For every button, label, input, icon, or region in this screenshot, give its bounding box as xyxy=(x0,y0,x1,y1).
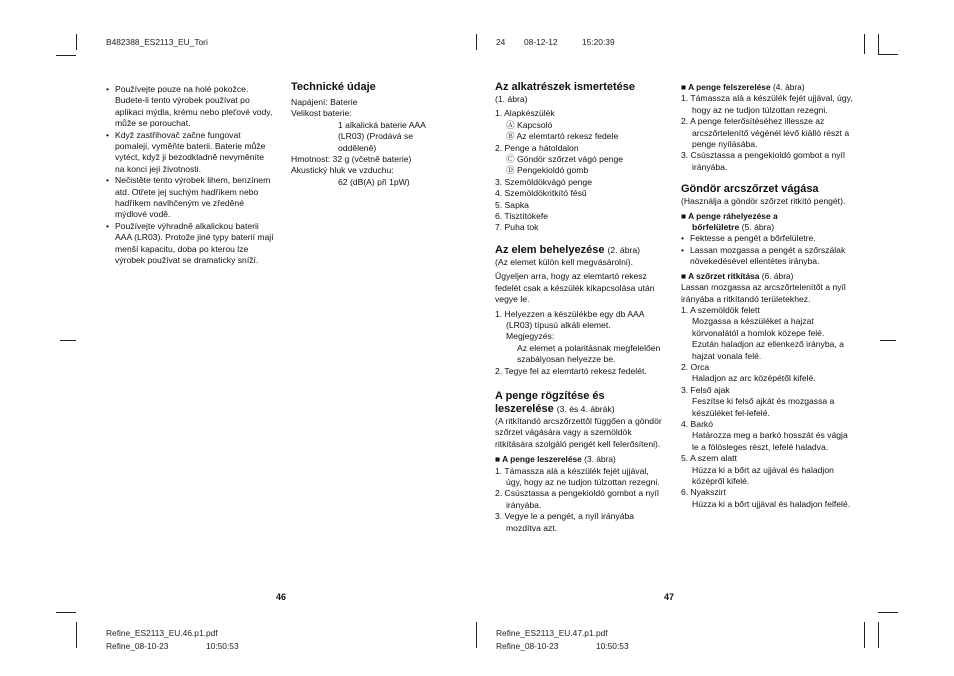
footer-right-date: Refine_08-10-23 xyxy=(496,641,559,651)
crop-mark xyxy=(476,34,477,50)
subsection-title-text: A penge felszerelése xyxy=(688,82,771,92)
crop-mark xyxy=(76,622,77,648)
area-heading: 3. Felső ajak xyxy=(681,384,730,395)
part-item: 5. Sapka xyxy=(495,199,529,210)
section-title: Göndör arcszőrzet vágása xyxy=(681,183,819,196)
part-item: 1. Alapkészülék xyxy=(495,108,555,119)
spec-line: Hmotnost: 32 g (včetně baterie) xyxy=(291,154,412,165)
crop-mark xyxy=(60,340,76,341)
subsection-title: ■ A penge ráhelyezése a xyxy=(681,211,853,222)
subsection-title xyxy=(681,222,853,233)
note-text: Az elemet a polaritásnak megfelelően szabályosan helyezze be. xyxy=(517,342,661,365)
section-title: Technické údaje xyxy=(291,81,376,93)
figure-ref: (2. ábra) xyxy=(607,244,640,255)
page-number-left: 46 xyxy=(276,592,287,602)
crop-mark xyxy=(76,34,77,50)
part-item: 2. Penge a hátoldalon xyxy=(495,142,579,153)
subsection-title-text: bőrfelületre xyxy=(692,222,740,233)
step: 3. Vegye le a pengét, a nyíl irányába mozdítva azt. xyxy=(495,511,635,533)
area-heading: 5. A szem alatt xyxy=(681,453,737,464)
crop-mark xyxy=(864,622,865,648)
figure-ref: (1. ábra) xyxy=(495,94,528,104)
crop-mark xyxy=(878,612,898,613)
header-number: 24 xyxy=(496,37,506,47)
figure-ref: (3. és 4. ábrák) xyxy=(556,403,615,414)
part-item: 7. Puha tok xyxy=(495,222,539,233)
step: 1. Helyezzen a készülékbe egy db AAA (LR03) típusú alkáli elemet. xyxy=(495,308,645,330)
spec-line: odděleně) xyxy=(338,142,377,153)
bullet-item: • Fektesse a pengét a bőrfelületre. xyxy=(681,233,853,244)
area-text: Feszítse ki felső ajkát és mozgassa a készüléket fel-lefelé. xyxy=(692,396,835,418)
spec-line: 1 alkalická baterie AAA xyxy=(338,119,426,130)
footer-left-time: 10:50:53 xyxy=(206,641,239,651)
footer-right-file: Refine_ES2113_EU.47.p1.pdf xyxy=(496,628,608,638)
step: 2. Tegye fel az elemtartó rekesz fedelét. xyxy=(495,365,647,376)
subsection-title-text: A penge leszerelése xyxy=(502,454,582,465)
spec-line: Velikost baterie: xyxy=(291,108,352,119)
area-heading: 1. A szemöldök felett xyxy=(681,304,760,315)
step: 1. Támassza alá a készülék fejét ujjával, úgy, hogy az ne tudjon túlzottan rezegni. xyxy=(495,465,660,487)
blade-and-trimming xyxy=(681,82,853,510)
safety-notes xyxy=(106,84,274,267)
parts-and-battery xyxy=(495,81,665,534)
figure-ref: (5. ábra) xyxy=(741,222,775,233)
area-heading: 4. Barkó xyxy=(681,418,714,429)
crop-mark xyxy=(56,55,76,56)
step: 2. Csúsztassa a pengekioldó gombot a nyíl irányába. xyxy=(495,488,659,510)
bullet-item: • Lassan mozgassa a pengét a szőrszálak növekedésével ellentétes irányba. xyxy=(681,245,853,268)
section-title: Az alkatrészek ismertetése xyxy=(495,81,636,93)
subsection-title xyxy=(495,454,665,465)
subsection-title xyxy=(681,271,853,282)
area-heading: 2. Orca xyxy=(681,361,710,372)
subsection-title xyxy=(681,82,853,93)
step: 1. Támassza alá a készülék fejét ujjával, úgy, hogy az ne tudjon túlzottan rezegni. xyxy=(681,93,853,115)
figure-ref: (3. ábra) xyxy=(584,454,616,465)
crop-mark xyxy=(878,622,879,648)
area-heading: 6. Nyakszirt xyxy=(681,487,726,498)
bullet-item: • Když zastřihovač začne fungovat pomaleji, vyměňte baterii. Baterie může vytéct, když ji bezodkladně nevyměníte na konci její životnosti. xyxy=(106,130,274,176)
bullet-item: • Nečistěte tento výrobek lihem, benzínem atd. Otřete jej suchým hadříkem nebo hadříkem navlhčeným ve zředěné mýdlové vodě. xyxy=(106,175,274,221)
crop-mark xyxy=(56,612,76,613)
footer-left-date: Refine_08-10-23 xyxy=(106,641,169,651)
spec-line: 62 (dB(A) při 1pW) xyxy=(338,176,410,187)
area-text: Mozgassa a készüléket a hajzat körvonalától a homlok közepe felé. Ezután haladjon az ellenkező irányba, a hajzat vonala felé. xyxy=(692,316,844,361)
crop-mark xyxy=(878,34,879,54)
spec-line: (LR03) (Prodává se xyxy=(338,131,413,142)
step: 2. A penge felerősítéséhez illessze az arcszőrtelenítő végénél lévő kiálló részt a penge nyílásába. xyxy=(681,116,850,150)
subsection-title-text: A szőrzet ritkítása xyxy=(688,270,760,281)
part-item: Ⓐ Kapcsoló xyxy=(506,119,553,130)
footer-right-time: 10:50:53 xyxy=(596,641,629,651)
spec-line: Akustický hluk ve vzduchu: xyxy=(291,165,394,176)
paragraph: Lassan mozgassa az arcszőrtelenítőt a nyíl irányába a ritkítandó területekhez. xyxy=(681,282,846,304)
part-item: Ⓒ Göndör szőrzet vágó penge xyxy=(506,154,624,165)
paragraph: (Az elemet külön kell megvásárolni). xyxy=(495,256,634,267)
part-item: 6. Tisztítókefe xyxy=(495,211,549,222)
paragraph: (Használja a göndör szőrzet ritkító pengét). xyxy=(681,196,846,207)
section-title xyxy=(495,244,665,257)
page-number-right: 47 xyxy=(664,592,675,602)
part-item: 4. Szemöldökritkító fésű xyxy=(495,188,587,199)
section-title-text: leszerelése xyxy=(495,402,554,415)
header-date: 08-12-12 xyxy=(524,37,558,47)
area-text: Határozza meg a barkó hosszát és vágja le a fölösleges részt, lefelé haladva. xyxy=(692,430,848,452)
crop-mark xyxy=(476,622,477,648)
crop-mark xyxy=(878,54,898,55)
area-text: Húzza ki a bőrt ujjával és haladjon felfelé. xyxy=(692,498,851,509)
paragraph: (A ritkítandó arcszőrzettől függően a göndör szőrzet vágására vagy a szemöldök ritkítására szolgáló pengét kell felerősíteni). xyxy=(495,415,662,449)
figure-ref: (6. ábra) xyxy=(761,270,794,281)
section-title-text: Az elem behelyezése xyxy=(495,243,605,256)
spec-line: Napájení: Baterie xyxy=(291,97,358,107)
part-item: 3. Szemöldökvágó penge xyxy=(495,176,592,187)
bullet-item: • Používejte výhradně alkalickou baterii AAA (LR03). Protože jiné typy baterií mají menší kapacitu, doba po kterou lze výrobek používat se dramaticky sníží. xyxy=(106,221,274,267)
figure-ref: (4. ábra) xyxy=(772,82,805,92)
crop-mark xyxy=(880,340,896,341)
header-file-name: B482388_ES2113_EU_Tori xyxy=(106,37,208,47)
note-label: Megjegyzés: xyxy=(506,331,555,342)
header-time: 15:20:39 xyxy=(582,37,615,47)
technical-data xyxy=(291,81,461,188)
section-title xyxy=(495,403,665,416)
crop-mark xyxy=(864,34,865,54)
bullet-item: • Používejte pouze na holé pokožce. Budete-li tento výrobek používat po aplikaci mýdla, krému nebo pleťové vody, může se porouchat. xyxy=(106,84,274,130)
paragraph: Ügyeljen arra, hogy az elemtartó rekesz fedelét csak a készülék kikapcsolása után vegye le. xyxy=(495,271,655,305)
step: 3. Csúsztassa a pengekioldó gombot a nyíl irányába. xyxy=(681,150,845,172)
section-title: A penge rögzítése és xyxy=(495,389,605,402)
footer-left-file: Refine_ES2113_EU.46.p1.pdf xyxy=(106,628,218,638)
part-item: Ⓓ Pengekioldó gomb xyxy=(506,165,589,176)
part-item: Ⓑ Az elemtartó rekesz fedele xyxy=(506,131,619,142)
area-text: Haladjon az arc középétől kifelé. xyxy=(692,373,816,384)
area-text: Húzza ki a bőrt az ujjával és haladjon középről kifelé. xyxy=(692,464,834,486)
